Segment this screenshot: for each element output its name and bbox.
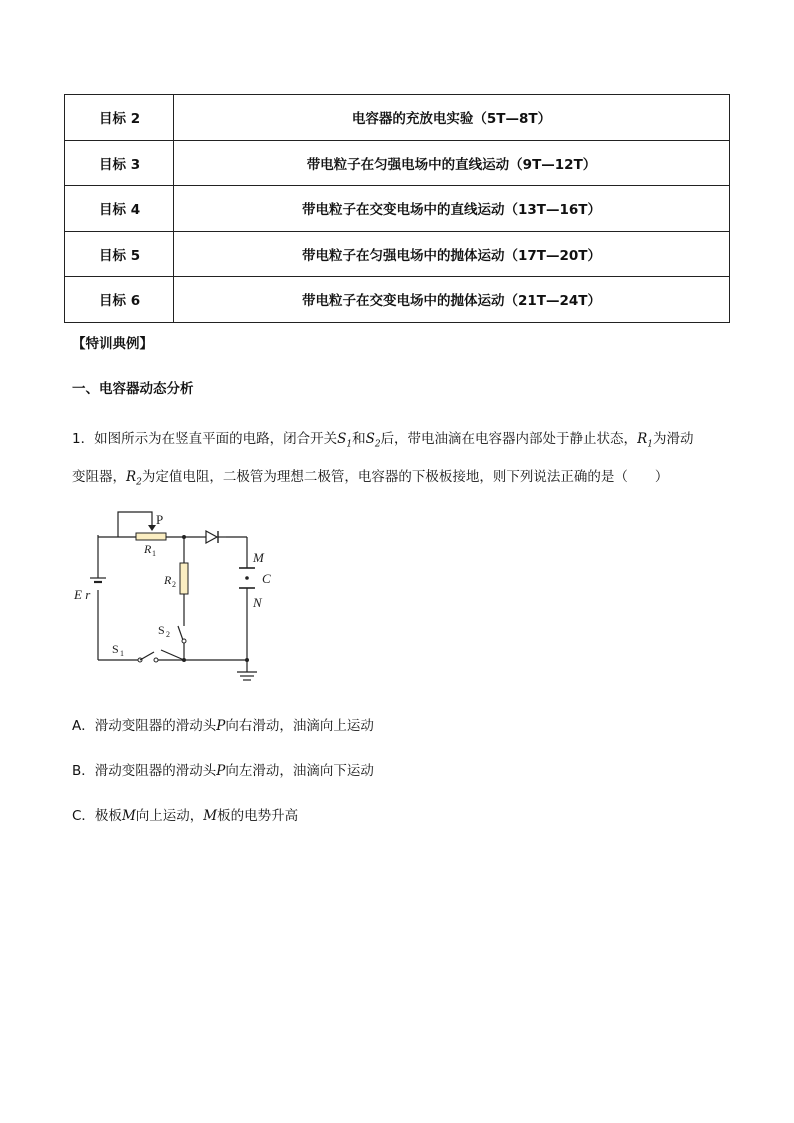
goal-content: 带电粒子在交变电场中的直线运动（13T—16T） — [174, 186, 730, 232]
label-c: C — [262, 571, 271, 586]
label-r2-sub: 2 — [172, 580, 176, 589]
goal-content: 带电粒子在交变电场中的抛体运动（21T—24T） — [174, 277, 730, 323]
question-text: 为滑动 — [652, 431, 694, 447]
option-text: 向上运动， — [135, 808, 204, 824]
section-heading: 【特训典例】 — [72, 336, 153, 352]
resistor-r1-icon — [136, 533, 166, 540]
resistor-r2-icon — [180, 563, 188, 594]
sub-1: 1 — [346, 439, 353, 450]
subsection-heading: 一、电容器动态分析 — [72, 381, 194, 397]
junction-dot — [245, 658, 249, 662]
question-line-1 — [72, 427, 693, 450]
label-m: M — [253, 550, 264, 565]
question-line-2 — [72, 465, 668, 488]
table-row — [65, 186, 730, 232]
junction-dot — [182, 658, 186, 662]
label-s2: S — [158, 623, 165, 637]
option-text: C．极板 — [72, 808, 122, 824]
goal-content: 电容器的充放电实验（5T—8T） — [174, 95, 730, 141]
goal-label: 目标 3 — [65, 140, 174, 186]
option-text: 向左滑动，油滴向下运动 — [225, 763, 374, 779]
diode-icon — [200, 531, 226, 543]
switch-s2-icon — [182, 639, 186, 643]
circuit-diagram — [66, 506, 286, 686]
var-m: M — [203, 808, 218, 824]
label-p: P — [156, 512, 164, 527]
var-p: P — [216, 718, 226, 734]
option-text: B．滑动变阻器的滑动头 — [72, 763, 217, 779]
question-text: 和 — [352, 431, 366, 447]
table-row — [65, 95, 730, 141]
question-text: 如图所示为在竖直平面的电路，闭合开关 — [94, 431, 338, 447]
label-n: N — [253, 595, 262, 610]
question-text: 为定值电阻，二极管为理想二极管，电容器的下极板接地，则下列说法正确的是（ ） — [141, 469, 669, 485]
goal-label: 目标 2 — [65, 95, 174, 141]
table-row — [65, 277, 730, 323]
capacitor-icon — [239, 568, 255, 588]
question-text: 变阻器， — [72, 469, 126, 485]
var-s1: S — [337, 431, 347, 447]
option-a — [72, 714, 374, 734]
question-text: 后，带电油滴在电容器内部处于静止状态， — [380, 431, 638, 447]
goal-table — [64, 94, 730, 323]
junction-dot — [182, 535, 186, 539]
battery-icon — [90, 578, 106, 582]
var-r2: R — [126, 469, 137, 485]
table-row — [65, 231, 730, 277]
option-text: 向右滑动，油滴向上运动 — [225, 718, 374, 734]
var-s2: S — [365, 431, 375, 447]
label-r2: R — [164, 573, 172, 587]
label-s1: S — [112, 642, 119, 656]
label-s2-sub: 2 — [166, 630, 170, 639]
option-b — [72, 759, 374, 779]
goal-content: 带电粒子在匀强电场中的抛体运动（17T—20T） — [174, 231, 730, 277]
label-r1: R — [144, 542, 152, 556]
var-p: P — [216, 763, 226, 779]
question-number: 1． — [72, 431, 95, 447]
sub-2: 2 — [136, 477, 142, 488]
label-s1-sub: 1 — [120, 649, 124, 658]
option-text: 板的电势升高 — [217, 808, 299, 824]
goal-label: 目标 6 — [65, 277, 174, 323]
goal-label: 目标 5 — [65, 231, 174, 277]
option-c — [72, 804, 298, 824]
var-r1: R — [637, 431, 648, 447]
table-row — [65, 140, 730, 186]
goal-label: 目标 4 — [65, 186, 174, 232]
var-m: M — [121, 808, 136, 824]
sub-1: 1 — [647, 439, 653, 450]
option-text: A．滑动变阻器的滑动头 — [72, 718, 217, 734]
label-r1-sub: 1 — [152, 549, 156, 558]
sub-2: 2 — [374, 439, 381, 450]
goal-content: 带电粒子在匀强电场中的直线运动（9T—12T） — [174, 140, 730, 186]
label-er: E r — [74, 587, 91, 602]
slider-arrow-icon — [148, 525, 156, 531]
